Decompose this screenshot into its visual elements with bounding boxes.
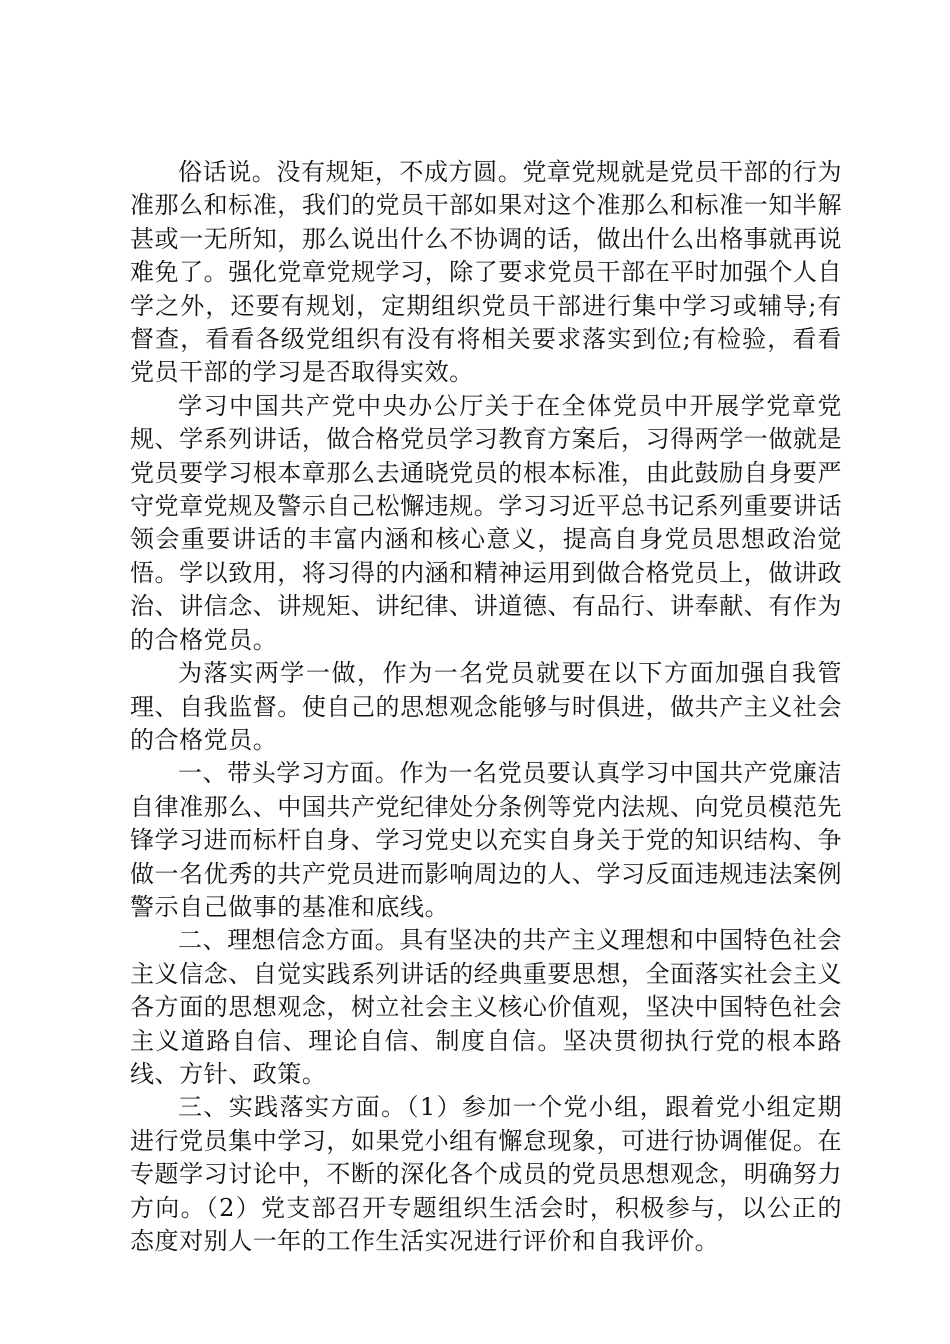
paragraph-5: 二、理想信念方面。具有坚决的共产主义理想和中国特色社会主义信念、自觉实践系列讲话的经典重要思想，全面落实社会主义各方面的思想观念，树立社会主义核心价值观，坚决中国特色社会主义道路自信、理论自信、制度自信。坚决贯彻执行党的根本路线、方针、政策。 <box>130 926 842 1088</box>
paragraph-4: 一、带头学习方面。作为一名党员要认真学习中国共产党廉洁自律准那么、中国共产党纪律处分条例等党内法规、向党员模范先锋学习进而标杆自身、学习党史以充实自身关于党的知识结构、争做一名优秀的共产党员进而影响周边的人、学习反面违规违法案例警示自己做事的基准和底线。 <box>130 759 842 921</box>
paragraph-1: 俗话说。没有规矩，不成方圆。党章党规就是党员干部的行为准那么和标准，我们的党员干部如果对这个准那么和标准一知半解甚或一无所知，那么说出什么不协调的话，做出什么出格事就再说难免了。强化党章党规学习，除了要求党员干部在平时加强个人自学之外，还要有规划，定期组织党员干部进行集中学习或辅导;有督查，看看各级党组织有没有将相关要求落实到位;有检验，看看党员干部的学习是否取得实效。 <box>130 158 842 387</box>
paragraph-2: 学习中国共产党中央办公厅关于在全体党员中开展学党章党规、学系列讲话，做合格党员学习教育方案后，习得两学一做就是党员要学习根本章那么去通晓党员的根本标准，由此鼓励自身要严守党章党规及警示自己松懈违规。学习习近平总书记系列重要讲话领会重要讲话的丰富内涵和核心意义，提高自身党员思想政治觉悟。学以致用，将习得的内涵和精神运用到做合格党员上，做讲政治、讲信念、讲规矩、讲纪律、讲道德、有品行、讲奉献、有作为的合格党员。 <box>130 391 842 654</box>
paragraph-3: 为落实两学一做，作为一名党员就要在以下方面加强自我管理、自我监督。使自己的思想观念能够与时俱进，做共产主义社会的合格党员。 <box>130 659 842 754</box>
paragraph-6: 三、实践落实方面。（1）参加一个党小组，跟着党小组定期进行党员集中学习，如果党小组有懈怠现象，可进行协调催促。在专题学习讨论中，不断的深化各个成员的党员思想观念，明确努力方向。（2）党支部召开专题组织生活会时，积极参与，以公正的态度对别人一年的工作生活实况进行评价和自我评价。 <box>130 1093 842 1255</box>
document-body <box>130 156 842 1258</box>
